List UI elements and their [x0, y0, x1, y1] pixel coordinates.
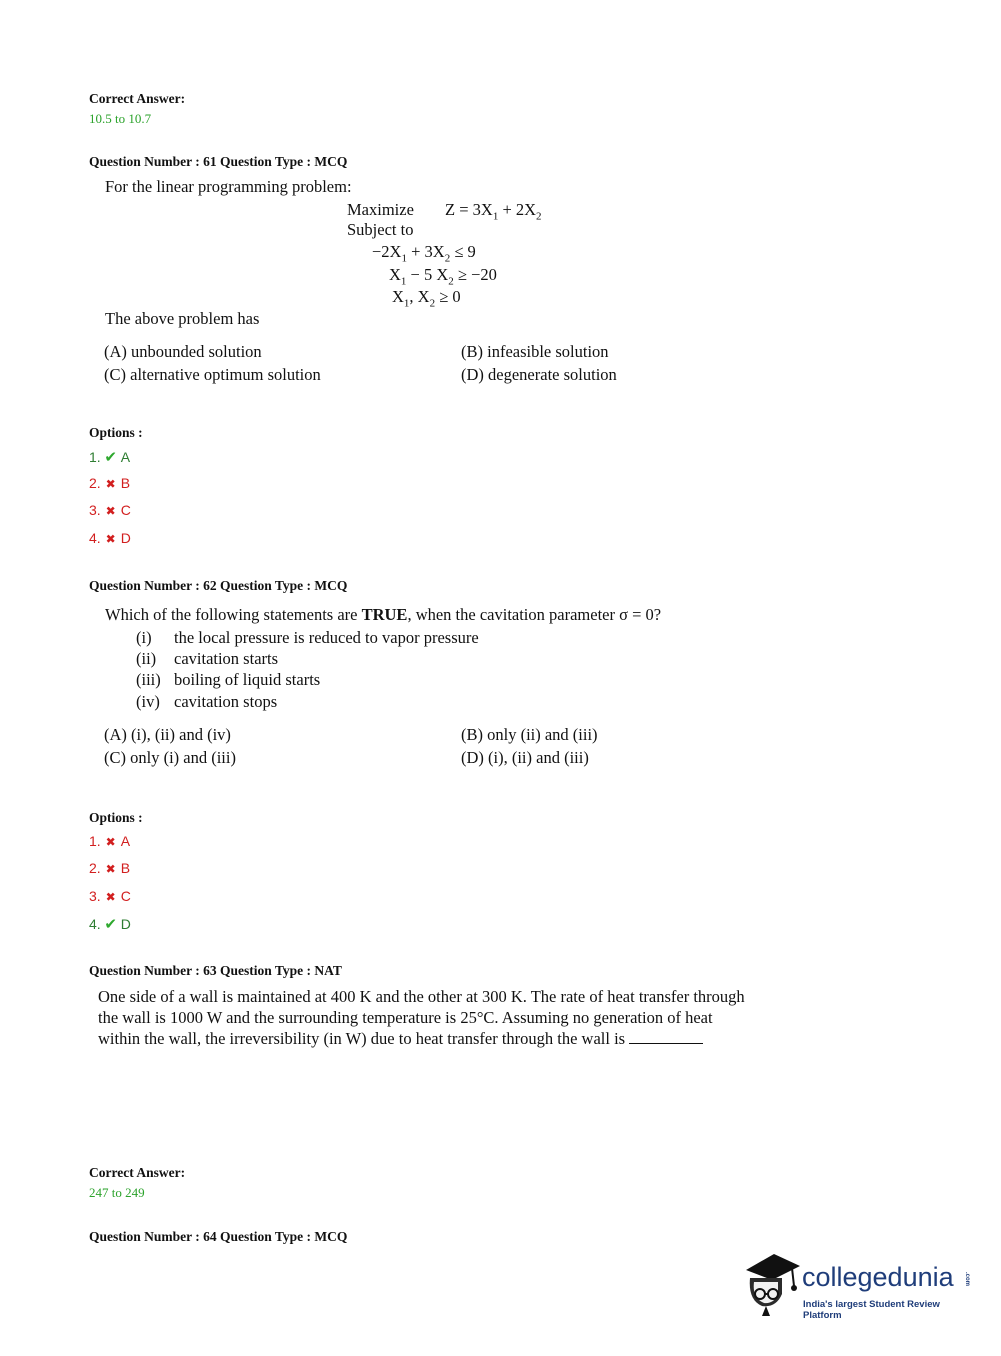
- q61-constraint-3: $X_1$, $X_2 \ge 0$: [392, 287, 461, 310]
- q61-choice-d: (D) degenerate solution: [461, 365, 617, 384]
- q61-choice-a: (A) unbounded solution: [104, 342, 262, 361]
- q63-answer-value: 247 to 249: [89, 1185, 145, 1200]
- check-icon: ✔: [104, 449, 117, 466]
- q62-statement-roman: (iv): [136, 692, 160, 711]
- q61-maximize: Maximize: [347, 200, 414, 219]
- q62-option-1: 1. ✖ A: [89, 833, 131, 849]
- q62-stem: Which of the following statements are TRUE, when the cavitation parameter σ = 0?: [105, 605, 662, 624]
- q61-subject-to: Subject to: [347, 220, 414, 239]
- check-icon: ✔: [104, 916, 117, 933]
- q62-header: Question Number : 62 Question Type : MCQ: [89, 578, 348, 593]
- q63-answer-label: Correct Answer:: [89, 1165, 186, 1180]
- q63-line-3: within the wall, the irreversibility (in W) due to heat transfer through the wall is: [98, 1029, 703, 1049]
- q61-option-3: 3. ✖ C: [89, 502, 131, 518]
- brand-name: collegedunia: [802, 1262, 954, 1292]
- q61-choice-b: (B) infeasible solution: [461, 342, 609, 361]
- q63-line-2: the wall is 1000 W and the surrounding temperature is 25°C. Assuming no generation of heat: [98, 1008, 713, 1027]
- cross-icon: ✖: [105, 835, 116, 849]
- answer-blank: [629, 1029, 703, 1044]
- q61-option-2: 2. ✖ B: [89, 475, 131, 491]
- mascot-icon: [740, 1248, 802, 1318]
- q62-statement-text: boiling of liquid starts: [174, 670, 321, 689]
- q64-header: Question Number : 64 Question Type : MCQ: [89, 1229, 348, 1244]
- q62-statement-text: cavitation stops: [174, 692, 278, 711]
- q62-statement-text: the local pressure is reduced to vapor pressure: [174, 628, 479, 647]
- q62-option-3: 3. ✖ C: [89, 888, 131, 904]
- q61-stem: The above problem has: [105, 309, 260, 328]
- q61-intro: For the linear programming problem:: [105, 177, 352, 196]
- cross-icon: ✖: [105, 504, 116, 518]
- q61-options-label: Options :: [89, 425, 143, 440]
- q63-header: Question Number : 63 Question Type : NAT: [89, 963, 342, 978]
- q61-choice-c: (C) alternative optimum solution: [104, 365, 321, 384]
- q61-constraint-2: $X_1 - 5$ $X_2 \ge -20$: [389, 265, 497, 288]
- q61-objective: $Z = 3X_1 + 2X_2$: [445, 200, 542, 223]
- brand-suffix: .com: [964, 1272, 970, 1287]
- brand-tagline: India's largest Student Review Platform: [803, 1299, 940, 1321]
- q61-header: Question Number : 61 Question Type : MCQ: [89, 154, 348, 169]
- q62-statement-roman: (ii): [136, 649, 157, 668]
- q62-option-2: 2. ✖ B: [89, 860, 131, 876]
- q62-choice-b: (B) only (ii) and (iii): [461, 725, 598, 744]
- q62-choice-a: (A) (i), (ii) and (iv): [104, 725, 231, 744]
- cross-icon: ✖: [105, 532, 116, 546]
- q61-constraint-1: $-2X_1 + 3X_2 \le 9$: [372, 242, 476, 265]
- collegedunia-logo: [740, 1248, 972, 1321]
- prev-answer-value: 10.5 to 10.7: [89, 111, 152, 126]
- q62-option-4: 4. ✔ D: [89, 916, 131, 933]
- cross-icon: ✖: [105, 862, 116, 876]
- q62-choice-d: (D) (i), (ii) and (iii): [461, 748, 589, 767]
- q62-options-label: Options :: [89, 810, 143, 825]
- q61-option-1: 1. ✔ A: [89, 449, 131, 466]
- cross-icon: ✖: [105, 477, 116, 491]
- q62-choice-c: (C) only (i) and (iii): [104, 748, 236, 767]
- q62-statement-roman: (iii): [136, 670, 161, 689]
- q63-line-1: One side of a wall is maintained at 400 K and the other at 300 K. The rate of heat transfer through: [98, 987, 745, 1006]
- q61-option-4: 4. ✖ D: [89, 530, 131, 546]
- q62-statement-roman: (i): [136, 628, 152, 647]
- prev-answer-label: Correct Answer:: [89, 91, 186, 106]
- q62-statement-text: cavitation starts: [174, 649, 279, 668]
- cross-icon: ✖: [105, 890, 116, 904]
